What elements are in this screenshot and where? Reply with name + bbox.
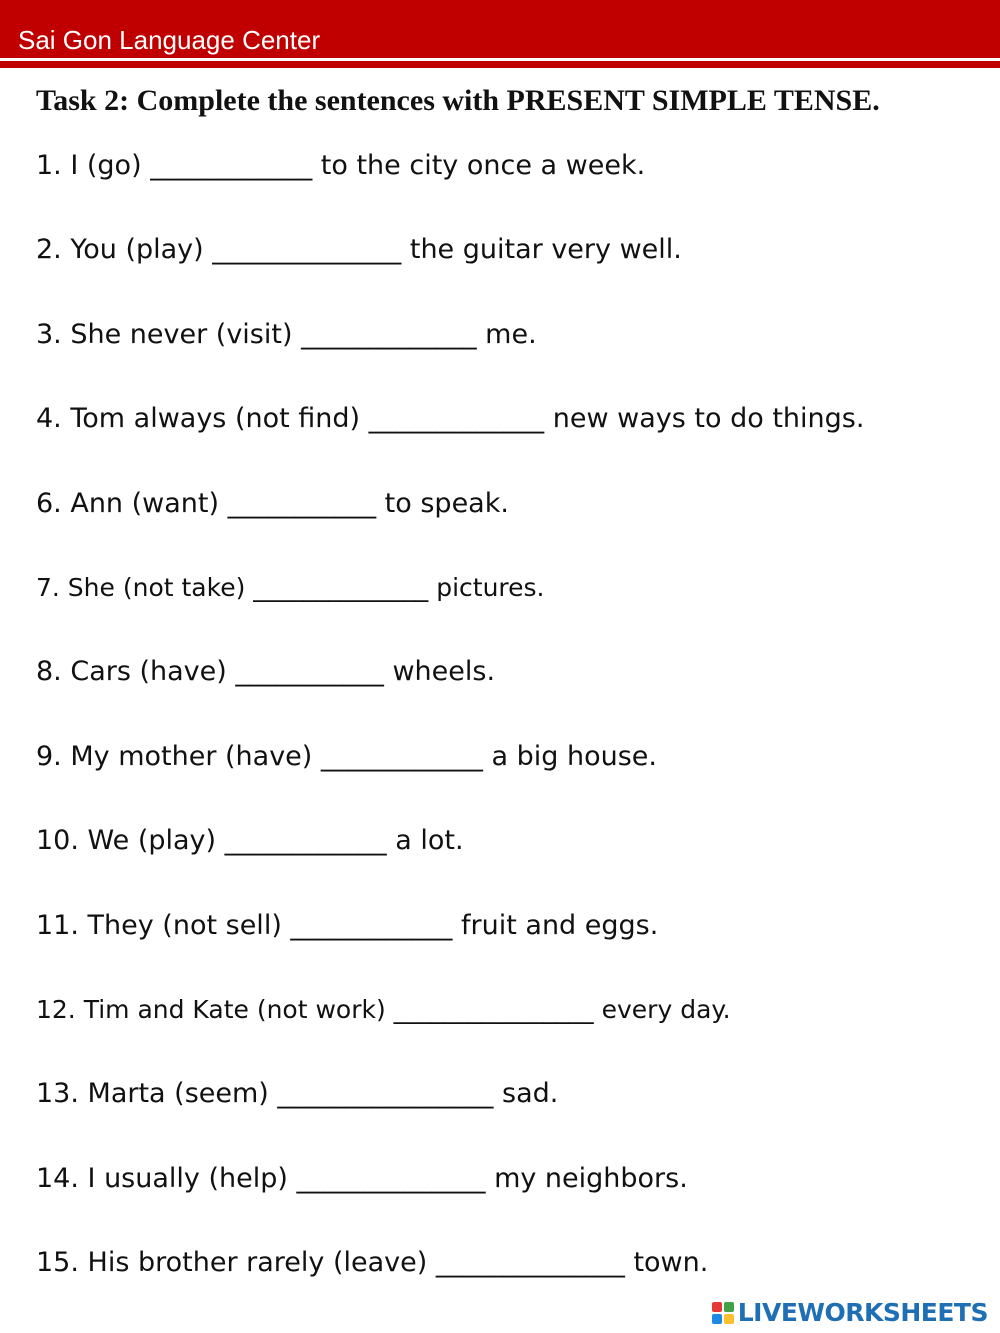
exercise-item-9: 9. My mother (have) ____________ a big house. xyxy=(36,740,657,772)
logo-square-red xyxy=(712,1302,722,1312)
exercise-item-10: 10. We (play) ____________ a lot. xyxy=(36,825,464,857)
exercise-item-1: 1. I (go) ____________ to the city once a week. xyxy=(36,150,646,181)
exercise-item-7: 7. She (not take) ______________ pictures. xyxy=(36,572,545,602)
header-title: Sai Gon Language Center xyxy=(18,25,321,55)
exercise-item-11: 11. They (not sell) ____________ fruit and eggs. xyxy=(36,909,659,941)
exercise-item-3: 3. She never (visit) _____________ me. xyxy=(36,318,537,350)
task-title: Task 2: Complete the sentences with PRESENT SIMPLE TENSE. xyxy=(36,84,880,117)
exercise-item-15: 15. His brother rarely (leave) ______________ town. xyxy=(36,1247,709,1279)
header-divider xyxy=(0,61,1000,68)
liveworksheets-logo xyxy=(712,1298,988,1327)
logo-square-green xyxy=(724,1302,734,1312)
exercise-item-14: 14. I usually (help) ______________ my neighbors. xyxy=(36,1162,688,1194)
logo-square-blue xyxy=(712,1314,722,1324)
logo-text: LIVEWORKSHEETS xyxy=(737,1298,988,1327)
exercise-list xyxy=(36,143,864,1324)
liveworksheets-logo-icon xyxy=(712,1302,734,1324)
exercise-item-13: 13. Marta (seem) ________________ sad. xyxy=(36,1078,559,1110)
exercise-item-2: 2. You (play) ______________ the guitar very well. xyxy=(36,234,682,266)
exercise-item-4: 4. Tom always (not find) _____________ new ways to do things. xyxy=(36,403,865,435)
exercise-item-6: 6. Ann (want) ___________ to speak. xyxy=(36,487,509,519)
logo-square-yellow xyxy=(724,1314,734,1324)
exercise-item-12: 12. Tim and Kate (not work) ________________ every day. xyxy=(36,994,731,1024)
exercise-item-8: 8. Cars (have) ___________ wheels. xyxy=(36,656,496,688)
